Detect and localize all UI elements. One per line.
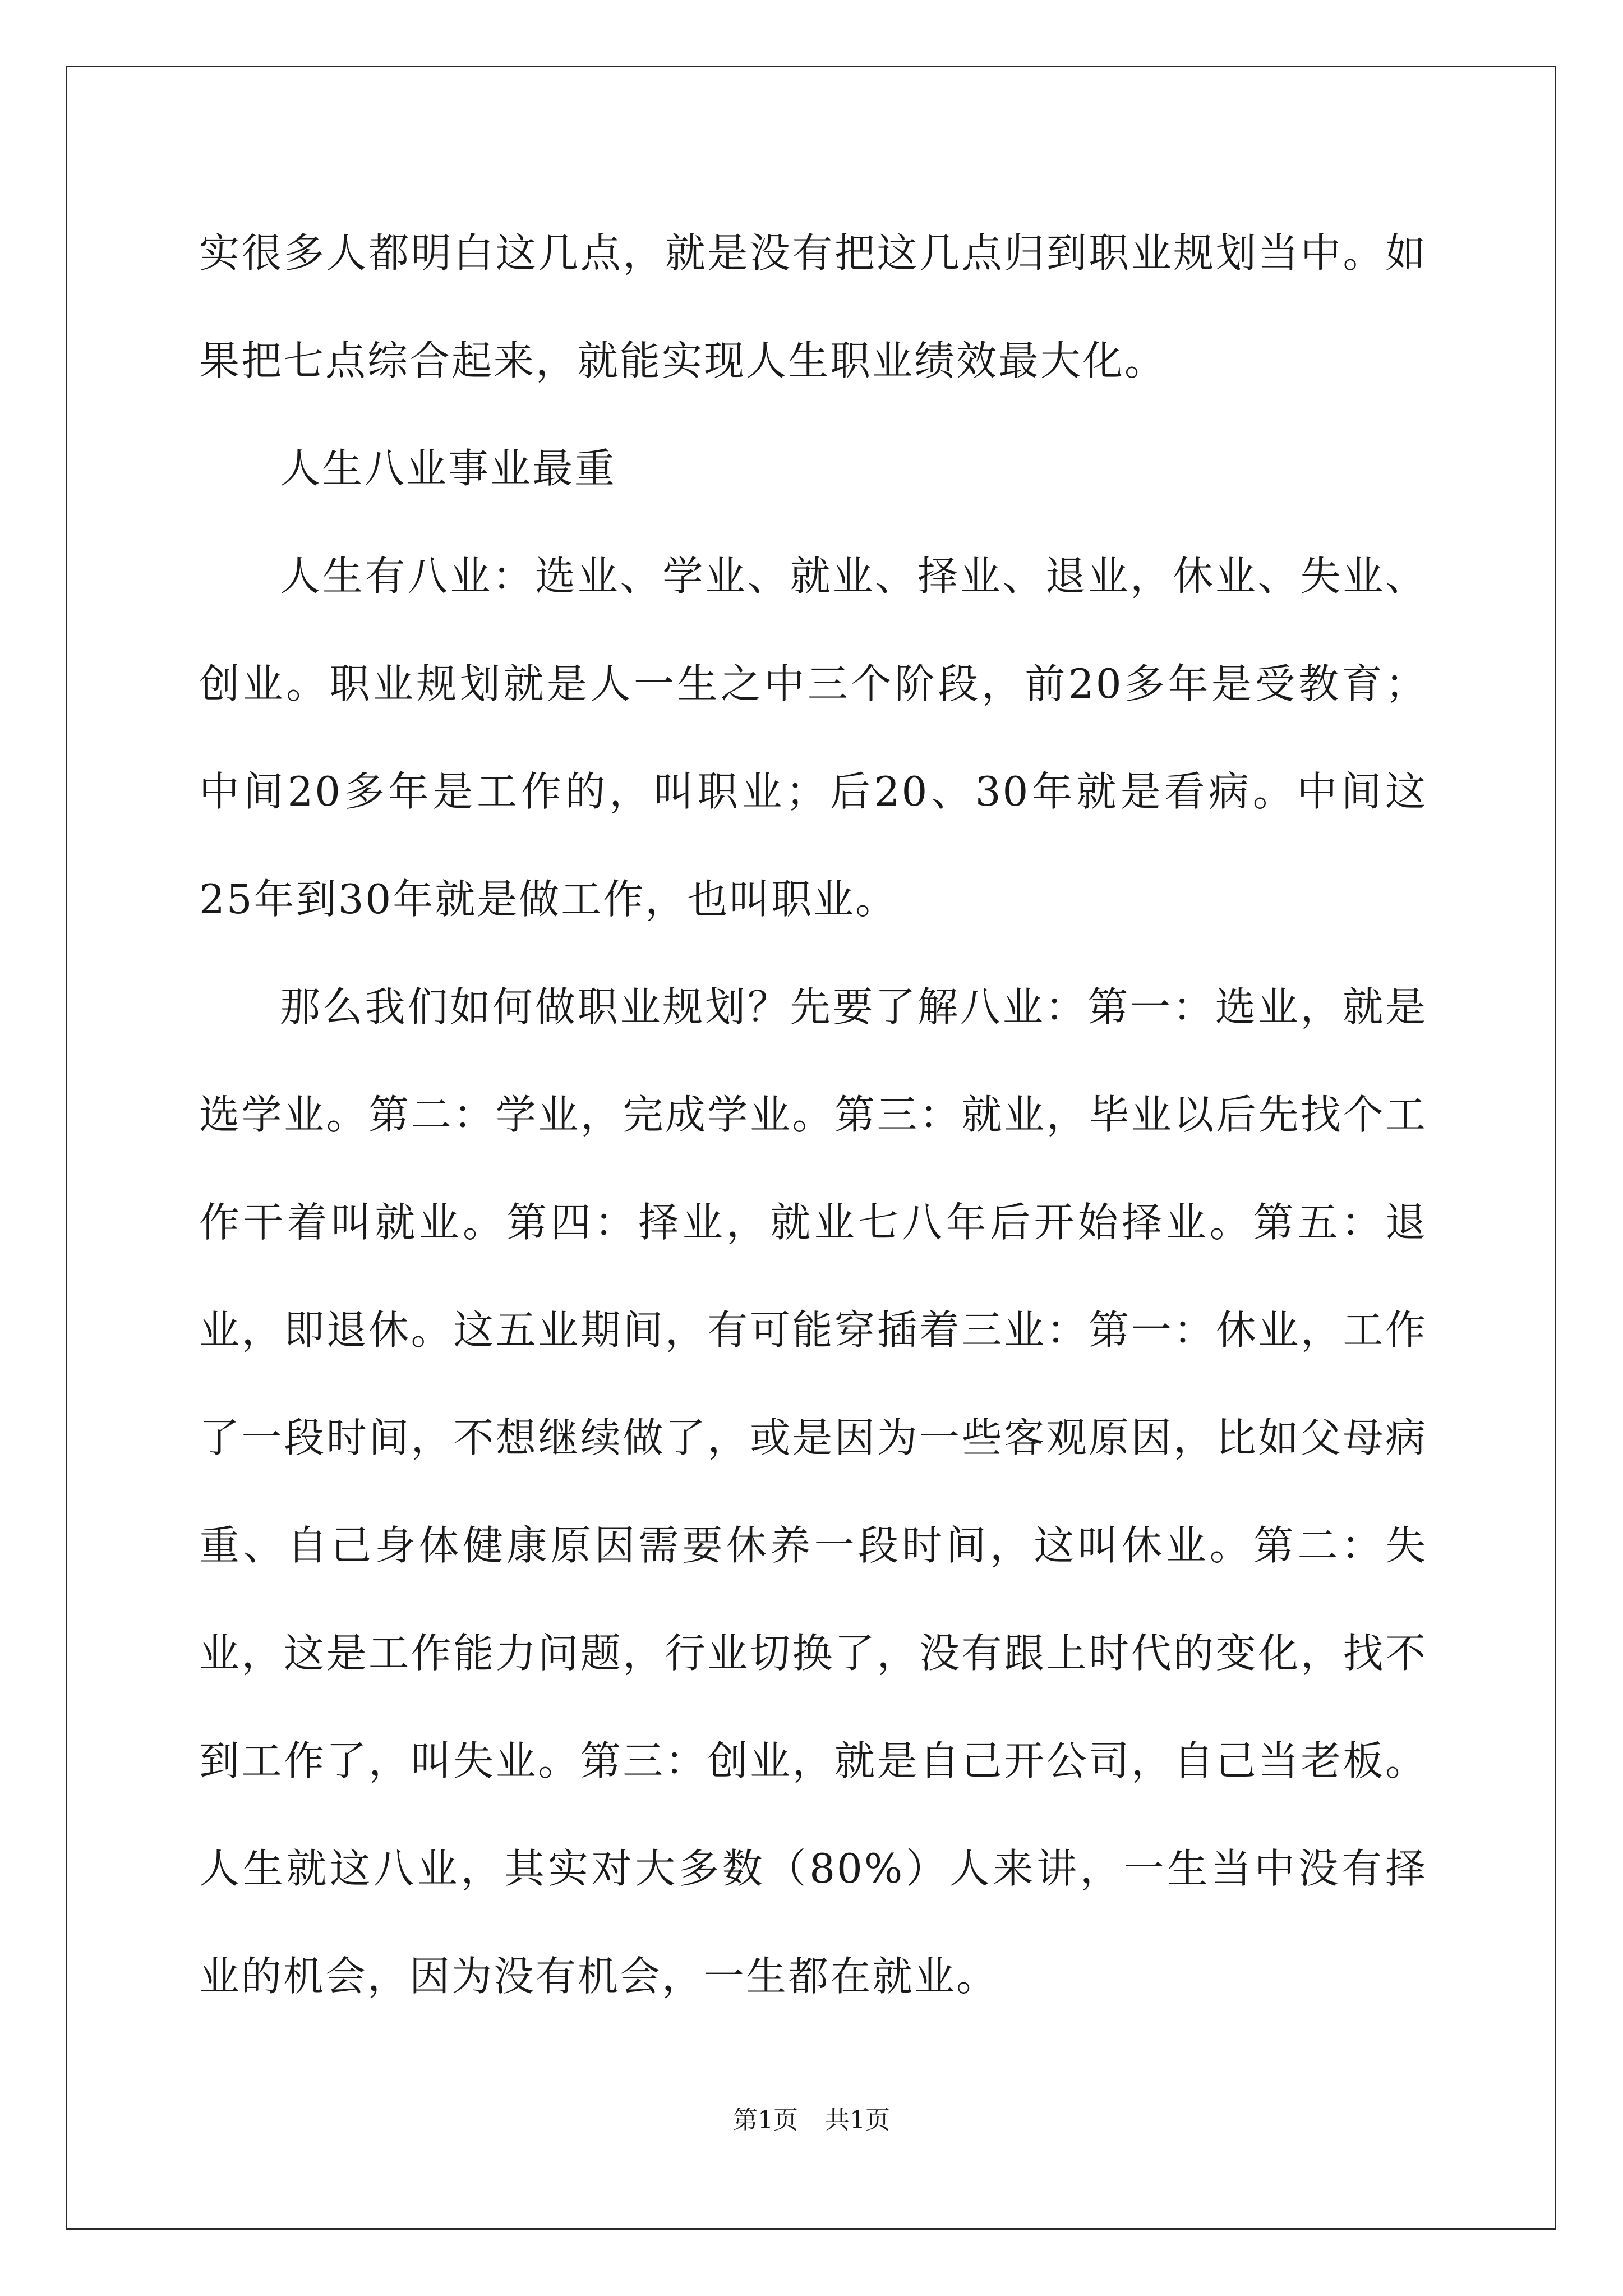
paragraph-1: 实很多人都明白这几点，就是没有把这几点归到职业规划当中。如果把七点综合起来，就能实现人生职业绩效最大化。 (199, 229, 1427, 384)
section-heading: 人生八业事业最重 (280, 445, 617, 492)
page-total: 共1页 (825, 2106, 890, 2134)
paragraph-3: 那么我们如何做职业规划？先要了解八业：第一：选业，就是选学业。第二：学业，完成学业。第三：就业，毕业以后先找个工作干着叫就业。第四：择业，就业七八年后开始择业。第五：退业，即退休。这五业期间，有可能穿插着三业：第一：休业，工作了一段时间，不想继续做了，或是因为一些客观原因，比如父母病重、自己身体健康原因需要休养一段时间，这叫休业。第二：失业，这是工作能力问题，行业切换了，没有跟上时代的变化，找不到工作了，叫失业。第三：创业，就是自己开公司，自己当老板。人生就这八业，其实对大多数（80%）人来讲，一生当中没有择业的机会，因为没有机会，一生都在就业。 (199, 983, 1427, 2000)
page-footer (0, 2104, 1623, 2137)
document-body (199, 199, 1427, 2030)
page-number: 第1页 (733, 2106, 798, 2134)
paragraph-2: 人生有八业：选业、学业、就业、择业、退业，休业、失业、创业。职业规划就是人一生之中三个阶段，前20多年是受教育；中间20多年是工作的，叫职业；后20、30年就是看病。中间这25年到30年就是做工作，也叫职业。 (199, 553, 1427, 923)
